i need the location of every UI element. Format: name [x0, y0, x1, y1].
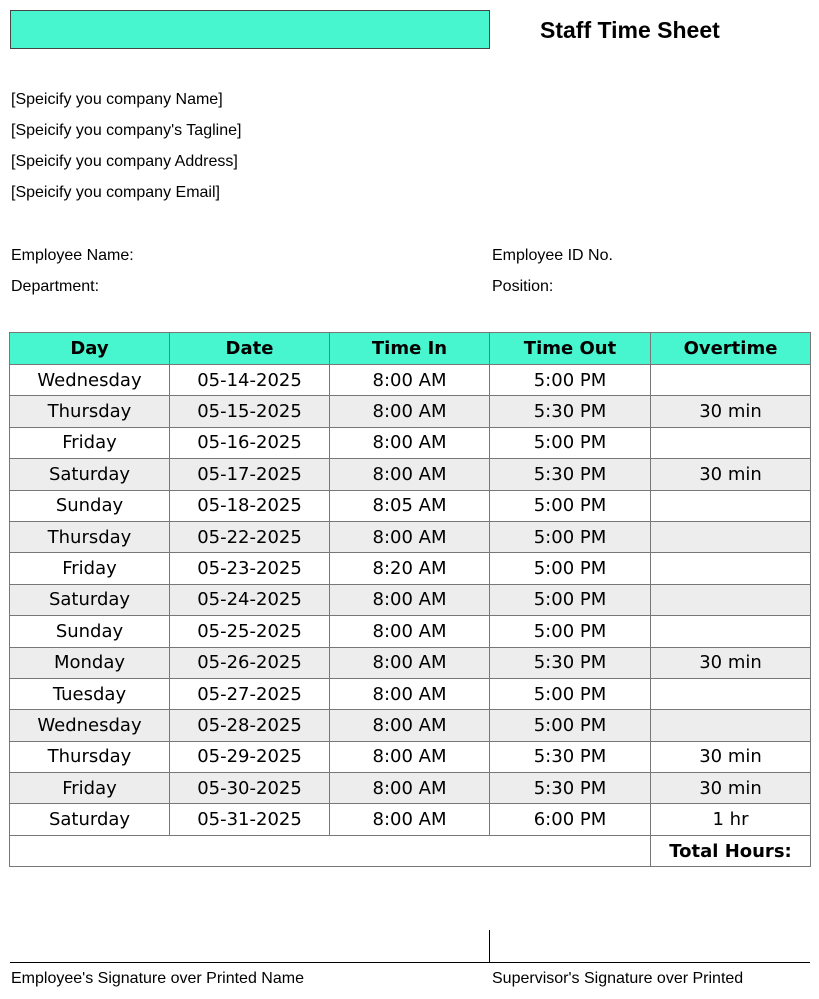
- table-row: [10, 553, 811, 584]
- table-row: [10, 804, 811, 835]
- header-time-in: Time In: [330, 333, 490, 365]
- cell-overtime: 30 min: [651, 647, 811, 678]
- cell-time-out: 5:00 PM: [490, 553, 651, 584]
- cell-date: 05-29-2025: [170, 741, 330, 772]
- employee-info-left: [11, 244, 134, 306]
- cell-time-out: 5:30 PM: [490, 459, 651, 490]
- cell-overtime: 30 min: [651, 741, 811, 772]
- cell-date: 05-24-2025: [170, 584, 330, 615]
- table-header-row: [10, 333, 811, 365]
- cell-time-out: 5:00 PM: [490, 678, 651, 709]
- cell-time-in: 8:00 AM: [330, 710, 490, 741]
- table-row: [10, 773, 811, 804]
- cell-day: Friday: [10, 427, 170, 458]
- signature-line: [10, 962, 810, 963]
- table-row: [10, 584, 811, 615]
- cell-day: Wednesday: [10, 710, 170, 741]
- cell-date: 05-22-2025: [170, 521, 330, 552]
- cell-day: Saturday: [10, 804, 170, 835]
- cell-date: 05-28-2025: [170, 710, 330, 741]
- cell-time-in: 8:00 AM: [330, 459, 490, 490]
- cell-time-out: 5:00 PM: [490, 521, 651, 552]
- cell-overtime: [651, 365, 811, 396]
- cell-time-out: 5:00 PM: [490, 365, 651, 396]
- cell-overtime: [651, 427, 811, 458]
- signature-divider: [489, 930, 490, 962]
- cell-date: 05-25-2025: [170, 616, 330, 647]
- cell-day: Sunday: [10, 490, 170, 521]
- cell-day: Wednesday: [10, 365, 170, 396]
- cell-time-out: 5:00 PM: [490, 616, 651, 647]
- supervisor-signature-label: Supervisor's Signature over Printed: [492, 970, 744, 987]
- cell-time-out: 5:30 PM: [490, 396, 651, 427]
- company-tagline: [Speicify you company's Tagline]: [11, 122, 242, 139]
- company-address: [Speicify you company Address]: [11, 153, 238, 170]
- cell-overtime: 30 min: [651, 459, 811, 490]
- header-date: Date: [170, 333, 330, 365]
- cell-time-out: 5:00 PM: [490, 710, 651, 741]
- table-row: [10, 459, 811, 490]
- cell-day: Thursday: [10, 396, 170, 427]
- employee-signature-label: Employee's Signature over Printed Name: [11, 970, 304, 987]
- cell-day: Monday: [10, 647, 170, 678]
- table-row: [10, 710, 811, 741]
- table-body: [10, 365, 811, 867]
- cell-time-in: 8:00 AM: [330, 396, 490, 427]
- cell-time-in: 8:00 AM: [330, 365, 490, 396]
- table-row: [10, 396, 811, 427]
- cell-date: 05-27-2025: [170, 678, 330, 709]
- company-logo-placeholder: [10, 10, 490, 49]
- cell-date: 05-30-2025: [170, 773, 330, 804]
- cell-time-in: 8:00 AM: [330, 521, 490, 552]
- department-label: Department:: [11, 278, 100, 295]
- cell-time-out: 5:30 PM: [490, 647, 651, 678]
- cell-overtime: [651, 553, 811, 584]
- cell-time-in: 8:05 AM: [330, 490, 490, 521]
- header-overtime: Overtime: [651, 333, 811, 365]
- cell-day: Friday: [10, 553, 170, 584]
- table-row: [10, 647, 811, 678]
- cell-day: Thursday: [10, 741, 170, 772]
- page-title: Staff Time Sheet: [540, 17, 720, 43]
- cell-overtime: 30 min: [651, 773, 811, 804]
- cell-time-out: 5:00 PM: [490, 490, 651, 521]
- cell-day: Tuesday: [10, 678, 170, 709]
- table-row: [10, 741, 811, 772]
- header-time-out: Time Out: [490, 333, 651, 365]
- cell-time-in: 8:00 AM: [330, 584, 490, 615]
- cell-time-in: 8:00 AM: [330, 773, 490, 804]
- cell-date: 05-26-2025: [170, 647, 330, 678]
- cell-day: Saturday: [10, 459, 170, 490]
- cell-overtime: 1 hr: [651, 804, 811, 835]
- table-row: [10, 616, 811, 647]
- cell-date: 05-23-2025: [170, 553, 330, 584]
- cell-day: Thursday: [10, 521, 170, 552]
- table-row: [10, 365, 811, 396]
- cell-date: 05-31-2025: [170, 804, 330, 835]
- company-info: [11, 88, 241, 212]
- table-row: [10, 427, 811, 458]
- cell-day: Saturday: [10, 584, 170, 615]
- cell-time-in: 8:00 AM: [330, 741, 490, 772]
- table-row: [10, 521, 811, 552]
- employee-info-right: [492, 244, 613, 306]
- cell-time-in: 8:00 AM: [330, 678, 490, 709]
- cell-overtime: 30 min: [651, 396, 811, 427]
- position-label: Position:: [492, 278, 554, 295]
- company-name: [Speicify you company Name]: [11, 91, 223, 108]
- table-row: [10, 678, 811, 709]
- cell-time-in: 8:20 AM: [330, 553, 490, 584]
- cell-overtime: [651, 584, 811, 615]
- header-day: Day: [10, 333, 170, 365]
- cell-overtime: [651, 678, 811, 709]
- cell-overtime: [651, 710, 811, 741]
- cell-date: 05-15-2025: [170, 396, 330, 427]
- cell-overtime: [651, 616, 811, 647]
- cell-time-in: 8:00 AM: [330, 647, 490, 678]
- cell-time-in: 8:00 AM: [330, 427, 490, 458]
- cell-overtime: [651, 490, 811, 521]
- cell-date: 05-14-2025: [170, 365, 330, 396]
- table-row: [10, 490, 811, 521]
- cell-time-out: 5:00 PM: [490, 427, 651, 458]
- cell-day: Sunday: [10, 616, 170, 647]
- cell-time-out: 5:00 PM: [490, 584, 651, 615]
- cell-overtime: [651, 521, 811, 552]
- employee-id-label: Employee ID No.: [492, 247, 613, 264]
- total-row: [10, 835, 811, 866]
- total-spacer-cell: [10, 835, 651, 866]
- cell-day: Friday: [10, 773, 170, 804]
- cell-time-out: 5:30 PM: [490, 741, 651, 772]
- cell-time-in: 8:00 AM: [330, 804, 490, 835]
- cell-time-out: 5:30 PM: [490, 773, 651, 804]
- cell-time-out: 6:00 PM: [490, 804, 651, 835]
- cell-date: 05-16-2025: [170, 427, 330, 458]
- timesheet-table: [9, 332, 811, 867]
- employee-name-label: Employee Name:: [11, 247, 134, 264]
- company-email: [Speicify you company Email]: [11, 184, 220, 201]
- cell-date: 05-18-2025: [170, 490, 330, 521]
- total-hours-label: Total Hours:: [651, 835, 811, 866]
- cell-date: 05-17-2025: [170, 459, 330, 490]
- cell-time-in: 8:00 AM: [330, 616, 490, 647]
